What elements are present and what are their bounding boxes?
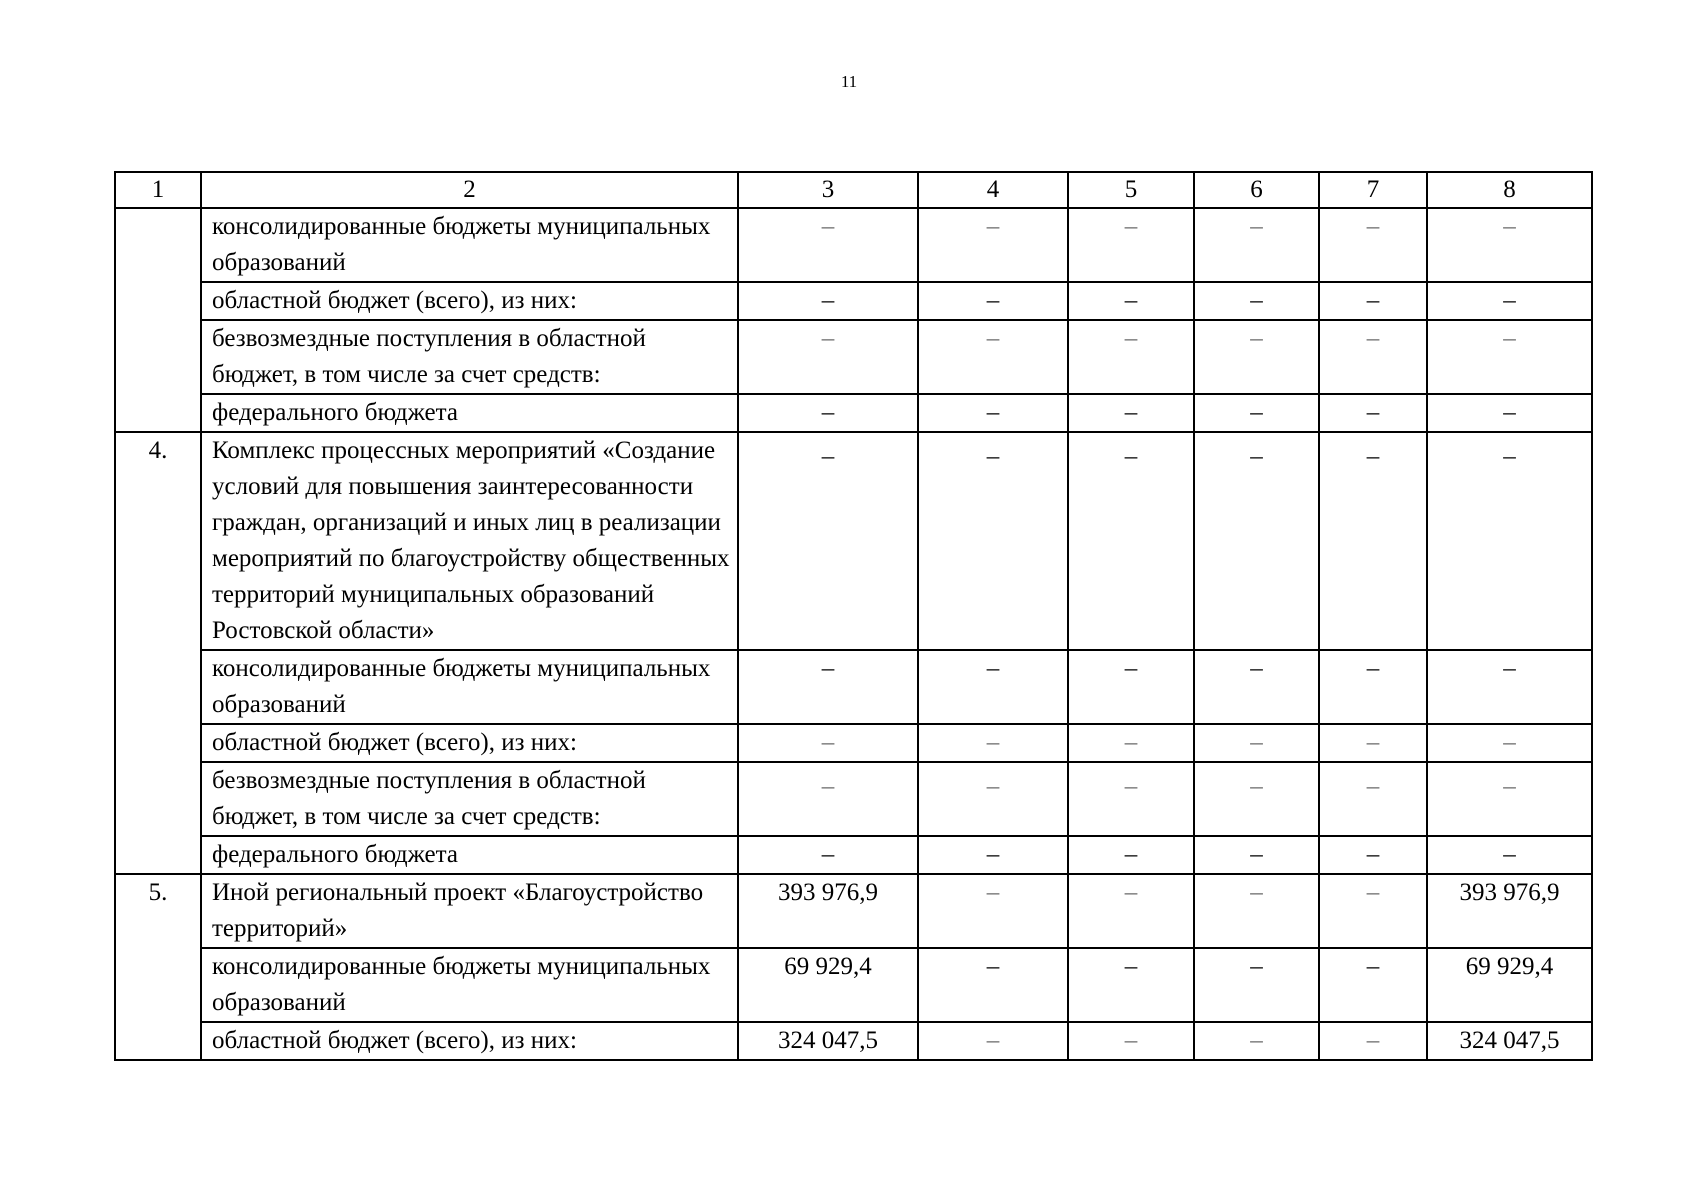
row-number-cell bbox=[115, 208, 201, 432]
row-name-cell: Иной региональный проект «Благоустройство территорий» bbox=[201, 874, 738, 948]
dash-value: – bbox=[821, 773, 835, 800]
value-cell: – bbox=[1319, 836, 1427, 874]
value-cell: – bbox=[1319, 394, 1427, 432]
value-cell: – bbox=[1319, 874, 1427, 948]
column-header: 4 bbox=[918, 172, 1068, 208]
table-row bbox=[115, 208, 1592, 282]
value-cell: – bbox=[1068, 320, 1194, 394]
value-cell: – bbox=[918, 650, 1068, 724]
row-name-cell: Комплекс процессных мероприятий «Создание условий для повышения заинтересованности граждан, организаций и иных лиц в реализации мероприятий по благоустройству общественных территорий муниципальных образований Ростовской области» bbox=[201, 432, 738, 650]
value-cell: – bbox=[1194, 948, 1319, 1022]
dash-value: – bbox=[986, 443, 1000, 470]
value-cell: – bbox=[918, 724, 1068, 762]
value-cell: – bbox=[1194, 282, 1319, 320]
value-cell: – bbox=[1427, 724, 1592, 762]
value-cell: – bbox=[1068, 948, 1194, 1022]
value-cell: – bbox=[918, 948, 1068, 1022]
value-cell: – bbox=[918, 1022, 1068, 1060]
value-cell bbox=[1194, 762, 1319, 836]
budget-table bbox=[114, 171, 1593, 1061]
row-name-cell: безвозмездные поступления в областной бюджет, в том числе за счет средств: bbox=[201, 762, 738, 836]
value-cell: – bbox=[738, 394, 918, 432]
table-row bbox=[115, 394, 1592, 432]
value-cell: – bbox=[1319, 724, 1427, 762]
table-row bbox=[115, 948, 1592, 1022]
value-cell: – bbox=[918, 836, 1068, 874]
column-header: 7 bbox=[1319, 172, 1427, 208]
column-header: 6 bbox=[1194, 172, 1319, 208]
value-cell: – bbox=[738, 208, 918, 282]
row-name-cell: консолидированные бюджеты муниципальных образований bbox=[201, 650, 738, 724]
row-name-cell: безвозмездные поступления в областной бюджет, в том числе за счет средств: bbox=[201, 320, 738, 394]
value-cell: – bbox=[1427, 650, 1592, 724]
column-header: 1 bbox=[115, 172, 201, 208]
value-cell: 393 976,9 bbox=[1427, 874, 1592, 948]
value-cell: – bbox=[1068, 394, 1194, 432]
table-row bbox=[115, 874, 1592, 948]
value-cell: 324 047,5 bbox=[738, 1022, 918, 1060]
value-cell: – bbox=[1194, 874, 1319, 948]
table-row bbox=[115, 282, 1592, 320]
value-cell: – bbox=[738, 836, 918, 874]
value-cell bbox=[918, 432, 1068, 650]
value-cell: – bbox=[738, 724, 918, 762]
table-row bbox=[115, 762, 1592, 836]
dash-value: – bbox=[1250, 443, 1263, 470]
value-cell: – bbox=[1319, 208, 1427, 282]
value-cell: – bbox=[1194, 394, 1319, 432]
dash-value: – bbox=[986, 773, 1000, 800]
value-cell bbox=[1068, 432, 1194, 650]
table-row bbox=[115, 836, 1592, 874]
value-cell: – bbox=[1068, 282, 1194, 320]
row-number-cell: 5. bbox=[115, 874, 201, 1060]
value-cell: – bbox=[918, 874, 1068, 948]
value-cell: – bbox=[1068, 650, 1194, 724]
table-row bbox=[115, 1022, 1592, 1060]
value-cell bbox=[1319, 762, 1427, 836]
value-cell: – bbox=[1427, 208, 1592, 282]
value-cell bbox=[918, 762, 1068, 836]
value-cell: – bbox=[918, 208, 1068, 282]
value-cell: – bbox=[1068, 208, 1194, 282]
value-cell bbox=[1194, 432, 1319, 650]
row-name-cell: областной бюджет (всего), из них: bbox=[201, 724, 738, 762]
dash-value: – bbox=[1366, 773, 1380, 800]
value-cell: – bbox=[1427, 282, 1592, 320]
value-cell: – bbox=[1068, 724, 1194, 762]
row-name-cell: областной бюджет (всего), из них: bbox=[201, 1022, 738, 1060]
column-header: 8 bbox=[1427, 172, 1592, 208]
value-cell: – bbox=[1319, 320, 1427, 394]
value-cell: – bbox=[1319, 1022, 1427, 1060]
value-cell: – bbox=[738, 320, 918, 394]
value-cell: – bbox=[1068, 836, 1194, 874]
value-cell: – bbox=[1194, 208, 1319, 282]
value-cell: – bbox=[1194, 1022, 1319, 1060]
dash-value: – bbox=[1124, 443, 1138, 470]
row-number-cell: 4. bbox=[115, 432, 201, 874]
table-header-row bbox=[115, 172, 1592, 208]
value-cell: – bbox=[1319, 282, 1427, 320]
value-cell: 69 929,4 bbox=[1427, 948, 1592, 1022]
table-row bbox=[115, 432, 1592, 650]
value-cell: – bbox=[1427, 320, 1592, 394]
row-name-cell: федерального бюджета bbox=[201, 836, 738, 874]
value-cell: – bbox=[918, 320, 1068, 394]
value-cell: – bbox=[918, 394, 1068, 432]
table-row bbox=[115, 650, 1592, 724]
value-cell bbox=[1427, 762, 1592, 836]
value-cell: 393 976,9 bbox=[738, 874, 918, 948]
value-cell: 69 929,4 bbox=[738, 948, 918, 1022]
value-cell: – bbox=[1427, 394, 1592, 432]
dash-value: – bbox=[1124, 773, 1138, 800]
dash-value: – bbox=[1250, 773, 1263, 800]
column-header: 2 bbox=[201, 172, 738, 208]
value-cell: – bbox=[1194, 320, 1319, 394]
dash-value: – bbox=[1503, 443, 1516, 470]
row-name-cell: консолидированные бюджеты муниципальных образований bbox=[201, 208, 738, 282]
table-row bbox=[115, 320, 1592, 394]
value-cell: – bbox=[918, 282, 1068, 320]
column-header: 3 bbox=[738, 172, 918, 208]
dash-value: – bbox=[1366, 443, 1380, 470]
dash-value: – bbox=[821, 443, 835, 470]
value-cell: – bbox=[1194, 650, 1319, 724]
value-cell bbox=[738, 762, 918, 836]
dash-value: – bbox=[1503, 773, 1516, 800]
value-cell: 324 047,5 bbox=[1427, 1022, 1592, 1060]
value-cell: – bbox=[738, 650, 918, 724]
column-header: 5 bbox=[1068, 172, 1194, 208]
table-row bbox=[115, 724, 1592, 762]
page-number: 11 bbox=[840, 72, 858, 91]
value-cell: – bbox=[1427, 836, 1592, 874]
value-cell bbox=[1319, 432, 1427, 650]
value-cell: – bbox=[1194, 836, 1319, 874]
row-name-cell: федерального бюджета bbox=[201, 394, 738, 432]
value-cell: – bbox=[1068, 1022, 1194, 1060]
value-cell: – bbox=[1194, 724, 1319, 762]
row-name-cell: областной бюджет (всего), из них: bbox=[201, 282, 738, 320]
value-cell bbox=[738, 432, 918, 650]
value-cell: – bbox=[1319, 650, 1427, 724]
row-name-cell: консолидированные бюджеты муниципальных образований bbox=[201, 948, 738, 1022]
value-cell: – bbox=[1319, 948, 1427, 1022]
value-cell bbox=[1427, 432, 1592, 650]
value-cell bbox=[1068, 762, 1194, 836]
value-cell: – bbox=[1068, 874, 1194, 948]
value-cell: – bbox=[738, 282, 918, 320]
